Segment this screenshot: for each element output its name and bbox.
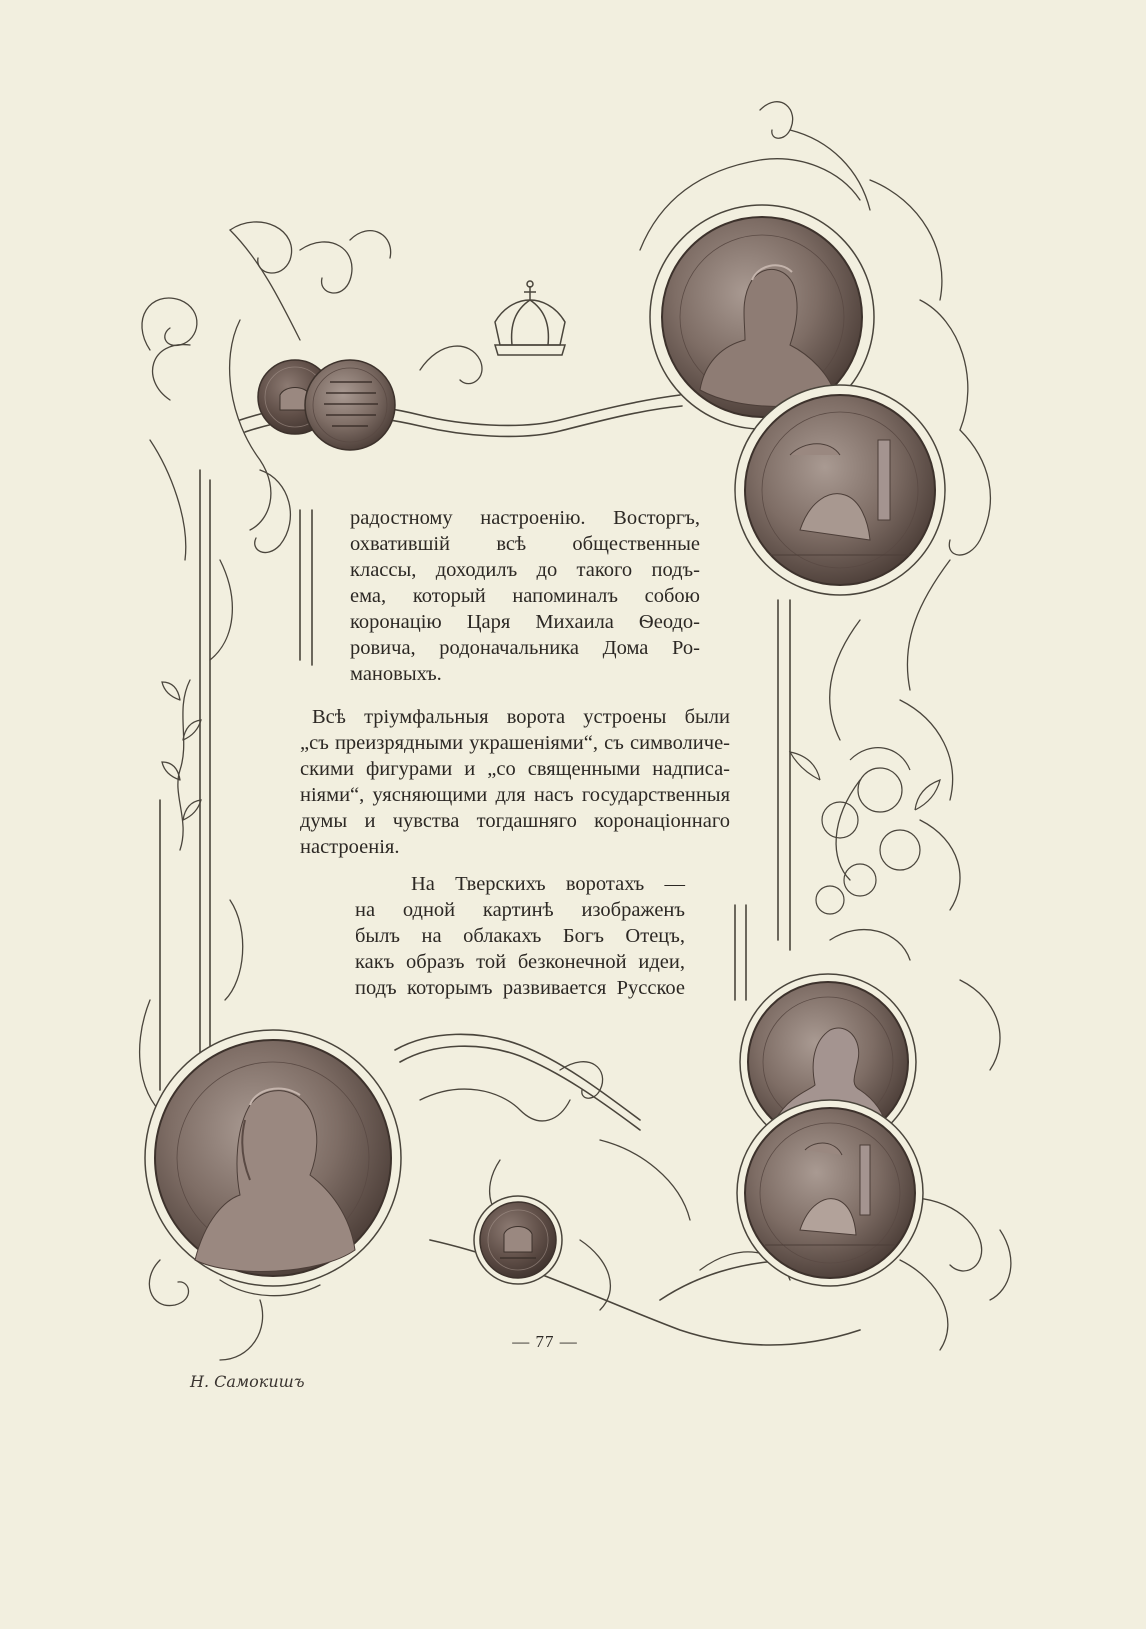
medal-small-top-left-pair: [258, 360, 395, 450]
crown-emblem: [495, 281, 565, 355]
paragraph-1-line: радостному настроенію. Восторгъ,: [350, 507, 700, 529]
page-number: — 77 —: [512, 1332, 578, 1351]
fruit-garland: [790, 748, 940, 914]
medal-left-large: [145, 1030, 401, 1286]
paragraph-3-line: какъ образъ той безконечной идеи,: [355, 951, 685, 973]
paragraph-1-line: коронацію Царя Михаила Ѳеодо-: [350, 611, 700, 633]
paragraph-2-line: настроенія.: [300, 836, 400, 858]
paragraph-2-line: Всѣ тріумфальныя ворота устроены были: [312, 706, 730, 728]
medal-small-bottom: [474, 1196, 562, 1284]
artist-signature: Н. Самокишъ: [190, 1372, 305, 1391]
medal-lower-right-reverse: [737, 1100, 923, 1286]
paragraph-3-line: подъ которымъ развивается Русское: [355, 977, 685, 999]
paragraph-3: [355, 871, 685, 1001]
paragraph-1: [350, 505, 700, 687]
paragraph-1-line: ема, который напоминалъ собою: [350, 585, 700, 607]
paragraph-1-line: мановыхъ.: [350, 663, 442, 685]
paragraph-1-line: классы, доходилъ до такого подъ-: [350, 559, 700, 581]
paragraph-2: [300, 704, 730, 860]
paragraph-3-line: былъ на облакахъ Богъ Отецъ,: [355, 925, 685, 947]
paragraph-2-line: думы и чувства тогдашняго коронаціоннаго: [300, 810, 730, 832]
paragraph-2-line: скими фигурами и „со священными надписа-: [300, 758, 730, 780]
paragraph-2-line: ніями“, уясняющими для насъ государственныя: [300, 784, 730, 806]
paragraph-1-line: ровича, родоначальника Дома Ро-: [350, 637, 700, 659]
paragraph-1-line: охватившій всѣ общественные: [350, 533, 700, 555]
paragraph-2-line: „съ преизрядными украшеніями“, съ символиче-: [300, 732, 730, 754]
medal-top-right-reverse: [735, 385, 945, 595]
paragraph-3-line: на одной картинѣ изображенъ: [355, 899, 685, 921]
paragraph-3-line: На Тверскихъ воротахъ —: [411, 873, 685, 895]
